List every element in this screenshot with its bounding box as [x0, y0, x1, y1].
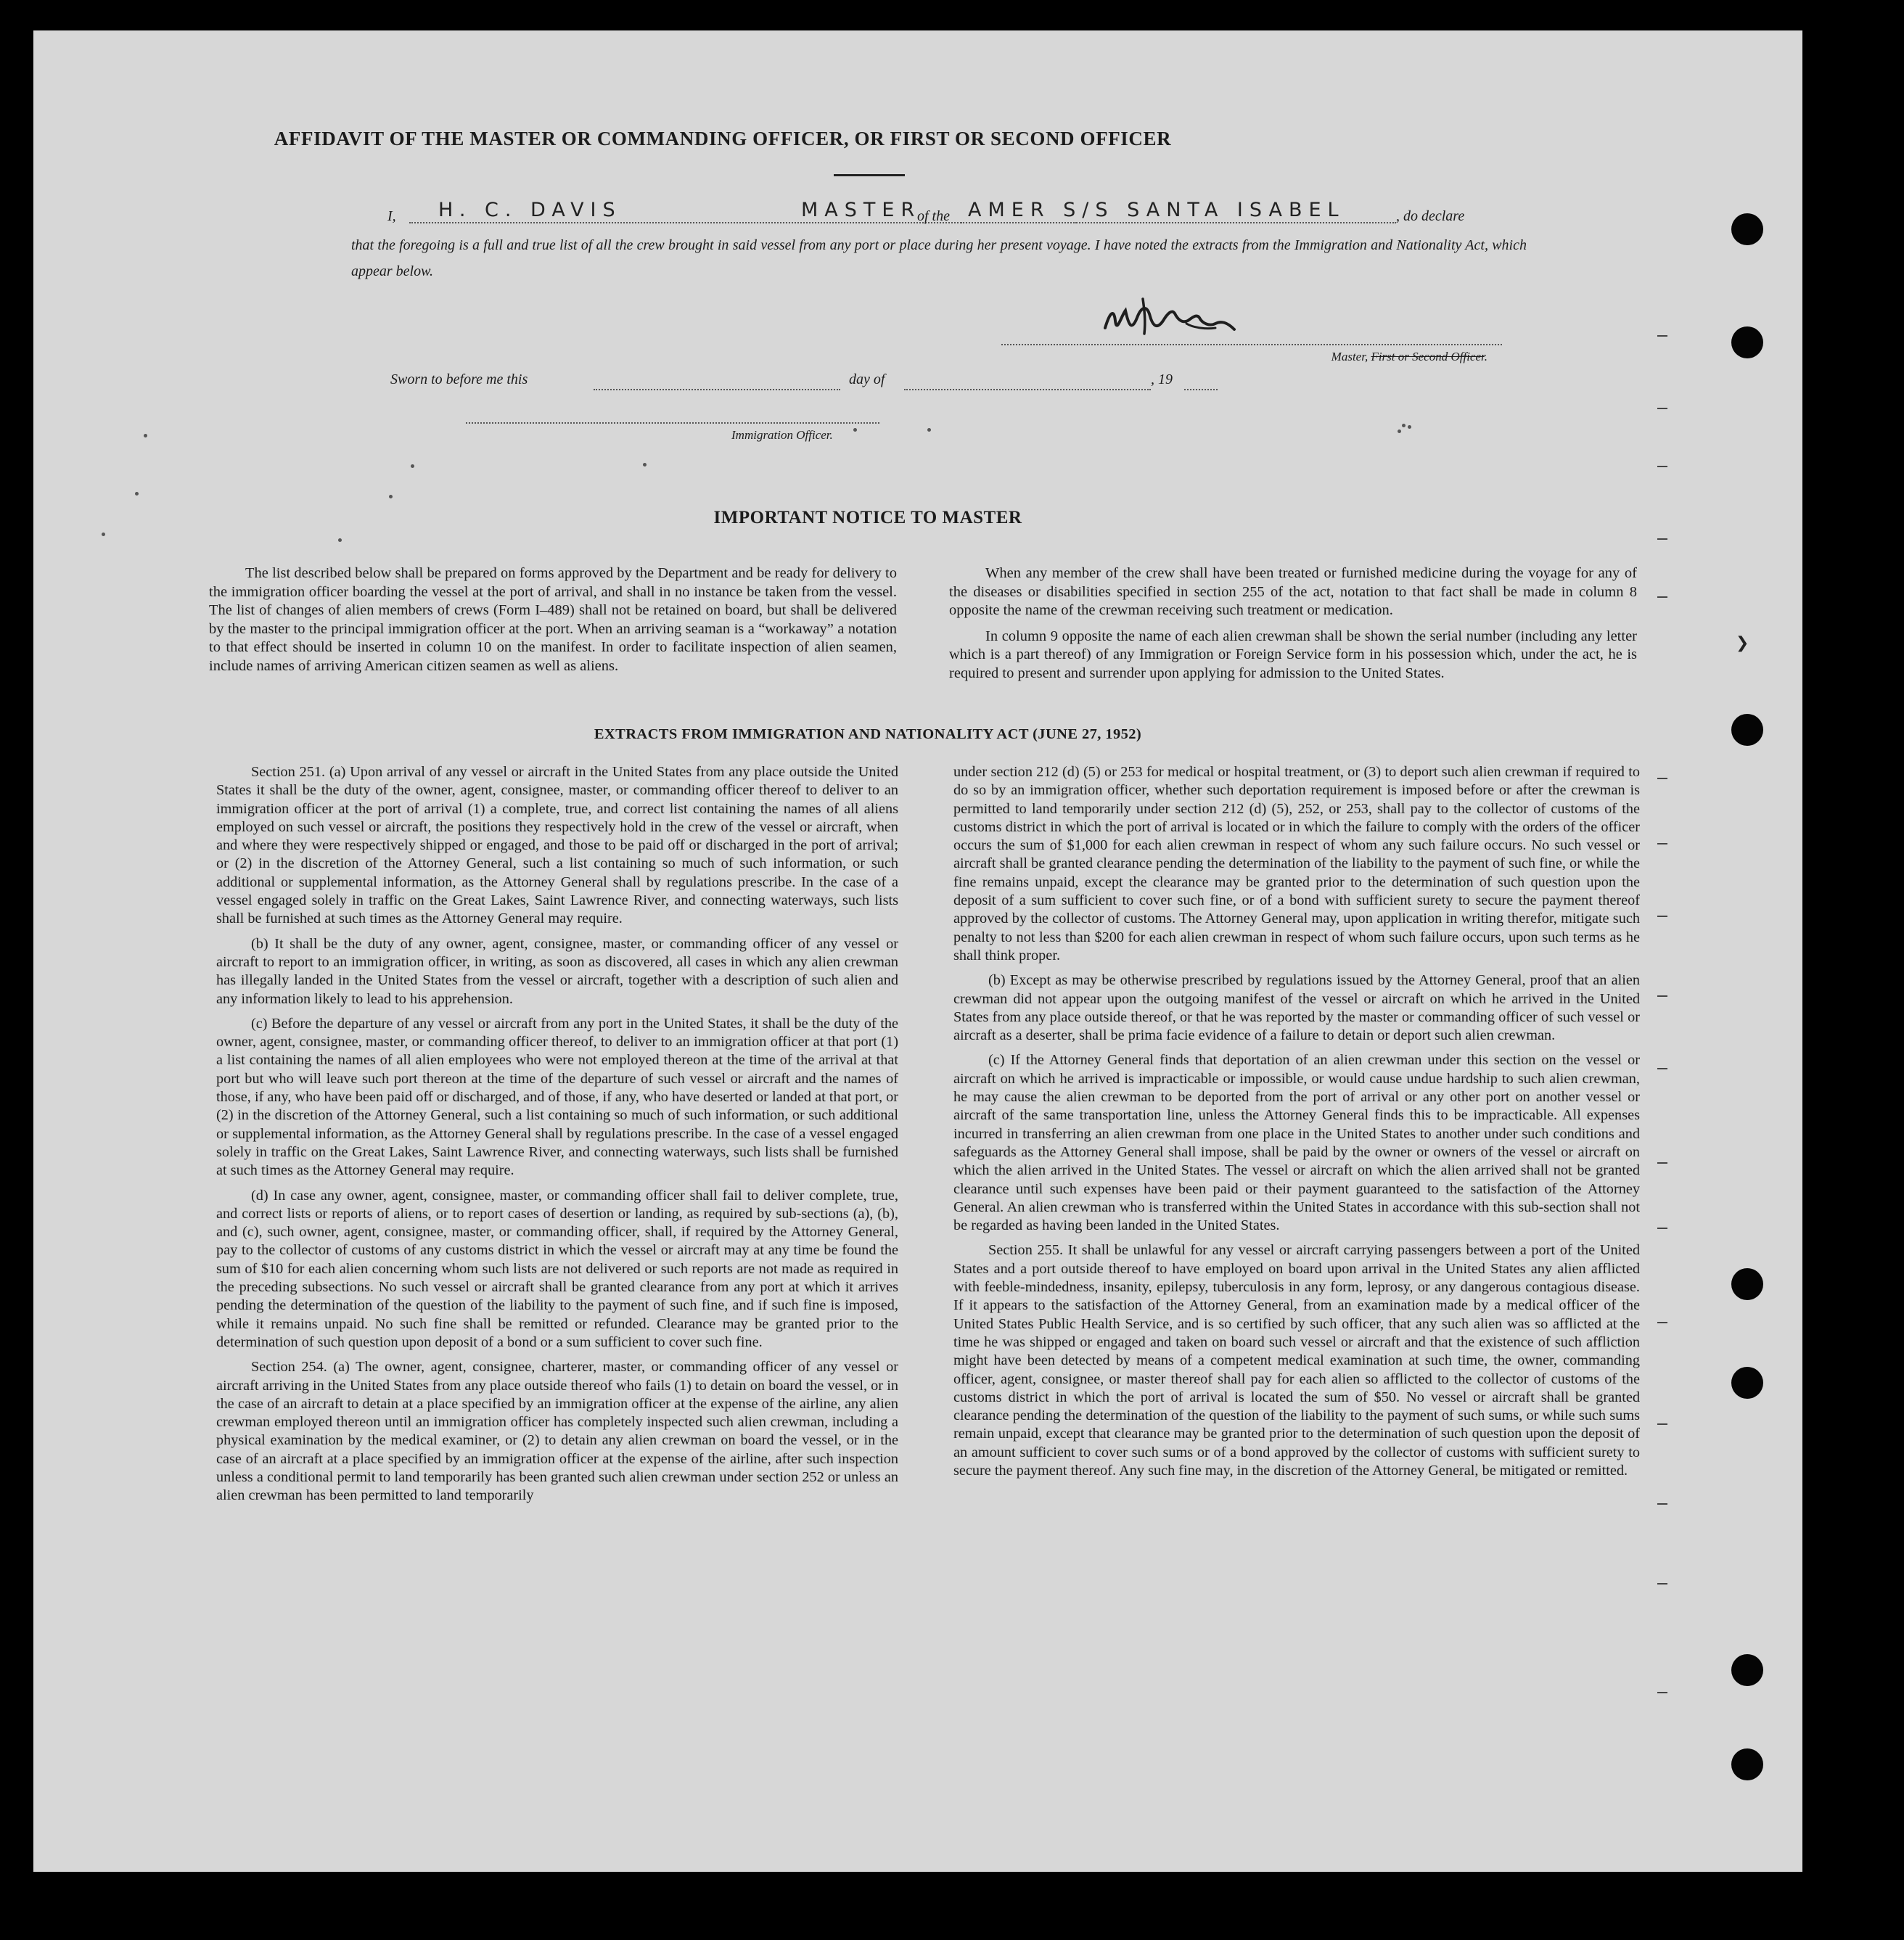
notice-right-column	[949, 564, 1637, 690]
scan-speck	[1402, 424, 1406, 427]
rank-handwritten: MASTER	[801, 199, 922, 221]
signature-caption	[1331, 350, 1488, 364]
scan-speck	[1398, 429, 1401, 433]
punch-hole	[1731, 1367, 1763, 1399]
section-254a-continued: under section 212 (d) (5) or 253 for medical or hospital treatment, or (3) to deport such alien crewman if required to do so by an immigration officer, whether such deportation requirement is imposed before or after the crewman is permitted to land temporarily under section 212 (d) (5), 252, or 253, shall pay to the collector of customs of the customs district in which the port of arrival is located or in which the failure to comply with the orders of the officer occurs the sum of $1,000 for each alien crewman in respect of whom any such failure occurs. No such vessel or aircraft shall be granted clearance pending the determination of the liability to the payment of such fine, or while the fine remains unpaid, except the clearance may be granted prior to the determination of such question upon the deposit of a sum sufficient to cover such fine, or of a bond with sufficient surety to secure the payment thereof approved by the collector of customs. The Attorney General may, upon application in writing therefor, mitigate such penalty to not less than $200 for each alien crewman in respect of whom such failure occurs, upon such terms as he shall think proper.	[953, 764, 1640, 963]
margin-tick	[1657, 1692, 1667, 1693]
declaration-line	[351, 199, 1527, 232]
margin-tick	[1657, 1068, 1667, 1069]
margin-tick	[1657, 1423, 1667, 1425]
declaration-text: that the foregoing is a full and true list of all the crew brought in said vessel from any port or place during her present voyage. I have noted the extracts from the Immigration and Nationality Act, which appear below.	[351, 237, 1527, 279]
sworn-year-line	[1184, 389, 1218, 390]
punch-hole	[1731, 213, 1763, 245]
scan-speck	[102, 533, 105, 536]
affidavit-title: AFFIDAVIT OF THE MASTER OR COMMANDING OFFICER, OR FIRST OR SECOND OFFICER	[274, 128, 1172, 149]
vessel-name-handwritten: AMER S/S SANTA ISABEL	[968, 199, 1345, 221]
margin-tick	[1657, 778, 1667, 779]
signature-caption-struck: First or Second Officer	[1371, 350, 1485, 363]
margin-tick	[1657, 1322, 1667, 1323]
extracts-title: EXTRACTS FROM IMMIGRATION AND NATIONALITY ACT (JUNE 27, 1952)	[594, 726, 1142, 742]
section-251b: (b) It shall be the duty of any owner, agent, consignee, master, or commanding officer of any vessel or aircraft to report to an immigration officer, in writing, as soon as discovered, all cases in which any alien crewman has illegally landed in the United States from the vessel or aircraft, together with a description of such alien and any information likely to lead to his apprehension.	[216, 935, 898, 1007]
immigration-officer-line	[466, 422, 879, 424]
notice-right-paragraph: When any member of the crew shall have been treated or furnished medicine during the voyage for any of the diseases or disabilities specified in section 255 of the act, notation to that fact shall be made in column 8 opposite the name of the crewman receiving such treatment or medication.	[949, 565, 1637, 618]
margin-tick	[1657, 596, 1667, 598]
margin-tick	[1657, 916, 1667, 917]
margin-tick	[1657, 1583, 1667, 1585]
sworn-day-line	[594, 389, 840, 390]
margin-tick	[1657, 408, 1667, 409]
notice-left-paragraph: The list described below shall be prepared on forms approved by the Department and be ready for delivery to the immigration officer boarding the vessel at the port of arrival, and shall in no instance be taken from the vessel. The list of changes of alien members of crews (Form I–489) shall not be retained on board, but shall be delivered by the master to the principal immigration officer at the port. When an arriving seaman is a “workaway” a notation to that effect should be inserted in column 10 on the manifest. In order to facilitate inspection of alien seamen, include names of arriving American citizen seamen as well as aliens.	[209, 565, 897, 674]
master-signature-block	[1001, 292, 1509, 371]
document-page	[33, 30, 1802, 1872]
section-251d: (d) In case any owner, agent, consignee, master, or commanding officer shall fail to deliver complete, true, and correct lists or reports of aliens, or to report cases of desertion or landing, as required by sub-sections (a), (b), and (c), such owner, agent, consignee, master, or commanding officer, shall, if required by the Attorney General, pay to the collector of customs of any customs district in which the vessel or aircraft may at any time be found the sum of $10 for each alien concerning whom such lists are not delivered or such reports are not made as required in the preceding subsections. No such vessel or aircraft shall be granted clearance from any port at which it arrives pending the determination of the question of the liability to the payment of such fine, and if such fine is imposed, while it remains unpaid. No such fine shall be remitted or refunded. Clearance may be granted prior to the determination of such question upon deposit of a bond or a sum sufficient to cover such fine.	[216, 1187, 898, 1350]
punch-hole	[1731, 1654, 1763, 1686]
punch-hole	[1731, 326, 1763, 358]
signature-caption-period: .	[1484, 350, 1488, 363]
margin-tick	[1657, 538, 1667, 540]
scan-speck	[411, 464, 414, 468]
section-251a: Section 251. (a) Upon arrival of any vessel or aircraft in the United States from any place outside the United States it shall be the duty of the owner, agent, consignee, master, or commanding officer thereof to deliver to an immigration officer at the port of arrival (1) a complete, true, and correct list containing the names of all aliens employed on such vessel or aircraft, the positions they respectively hold in the crew of the vessel or aircraft, when and where they were respectively shipped or engaged, and those to be paid off or discharged in the port of arrival; or (2) in the discretion of the Attorney General, such a list containing so much of such information, or such additional or supplemental information, as the Attorney General shall by regulations prescribe. In the case of a vessel engaged solely in traffic on the Great Lakes, Saint Lawrence River, and connecting waterways, such lists shall be furnished at such times as the Attorney General may require.	[216, 764, 898, 927]
sworn-day-of: day of	[849, 371, 885, 387]
punch-hole	[1731, 1748, 1763, 1780]
declaration-i: I,	[387, 208, 396, 224]
sworn-year-prefix: , 19	[1151, 371, 1173, 387]
section-254a: Section 254. (a) The owner, agent, consignee, charterer, master, or commanding officer of any vessel or aircraft arriving in the United States from any place outside thereof who fails (1) to detain on board the vessel, or in the case of an aircraft to detain at a place specified by an immigration officer at the expense of the airline, any alien crewman employed thereon until an immigration officer has completely inspected such alien crewman, including a physical examination by the medical examiner, or (2) to detain any alien crewman on board the vessel, or in the case of an aircraft at a place specified by an immigration officer at the expense of the airline, after such inspection unless a conditional permit to land temporarily has been granted such alien crewman under section 252 or unless an alien crewman has been permitted to land temporarily	[216, 1359, 898, 1504]
margin-tick	[1657, 1503, 1667, 1505]
punch-hole	[1731, 1268, 1763, 1300]
notice-left-column	[209, 564, 897, 683]
punch-hole	[1731, 714, 1763, 746]
scan-speck	[853, 428, 857, 432]
scan-speck	[927, 428, 931, 432]
master-signature	[1099, 292, 1241, 341]
scan-speck	[389, 495, 393, 498]
section-254b: (b) Except as may be otherwise prescribed by regulations issued by the Attorney General, proof that an alien crewman did not appear upon the outgoing manifest of the vessel or aircraft on which he arrived in the United States from any place outside thereof, or that he was reported by the master or commanding officer of such vessel or aircraft as a deserter, shall be prima facie evidence of a failure to detain or deport such alien crewman.	[953, 972, 1640, 1044]
margin-tick	[1657, 843, 1667, 844]
section-255: Section 255. It shall be unlawful for any vessel or aircraft carrying passengers between a port of the United States and a port outside thereof to have employed on board upon arrival in the United States any alien afflicted with feeble-mindedness, insanity, epilepsy, tuberculosis in any form, leprosy, or any dangerous contagious disease. If it appears to the satisfaction of the Attorney General, from an examination made by a medical officer of the United States Public Health Service, and is so certified by such officer, that any such alien was so afflicted at the time he was shipped or engaged and taken on board such vessel or aircraft and that the existence of such affliction might have been detected by means of a competent medical examination at such time, the owner, commanding officer, agent, consignee, or master thereof shall pay for each alien so afflicted to the collector of customs of the customs district in which the port of arrival is located the sum of $50. No vessel or aircraft shall be granted clearance pending the determination of the question of the liability to the payment of such sums, or while such sums remain unpaid, except that clearance may be granted prior to the determination of such question upon the deposit of an amount sufficient to cover such sums or of a bond approved by the collector of customs with sufficient surety to secure the payment thereof. Any such fine may, in the discretion of the Attorney General, be mitigated or remitted.	[953, 1242, 1640, 1479]
notice-right-paragraph: In column 9 opposite the name of each alien crewman shall be shown the serial number (including any letter which is a part thereof) of any Immigration or Foreign Service form in his possession which, under the act, he is required to present and surrender upon applying for admission to the United States.	[949, 628, 1637, 681]
signature-line	[1001, 344, 1502, 345]
sworn-line	[390, 371, 1276, 400]
extracts-right-column	[953, 763, 1640, 1487]
margin-tick	[1657, 335, 1667, 337]
sworn-prefix: Sworn to before me this	[390, 371, 528, 387]
sworn-month-line	[904, 389, 1151, 390]
declaration-of-the: of the	[917, 208, 950, 224]
scan-speck	[135, 492, 139, 496]
section-251c: (c) Before the departure of any vessel or aircraft from any port in the United States, it shall be the duty of the owner, agent, consignee, master, or commanding officer thereof, to deliver to an immigration officer at that port (1) a list containing the names of all alien employees who were not employed thereon at the time of the arrival at that port but who will leave such port thereon at the time of the departure of such vessel or aircraft and the names of those, if any, who have been paid off or discharged, and of those, if any, who have deserted or landed at that port, or (2) in the discretion of the Attorney General, such a list containing so much of such information, or such additional or supplemental information, as the Attorney General shall by regulations prescribe. In the case of a vessel engaged solely in traffic on the Great Lakes, Saint Lawrence River, and connecting waterways, such lists shall be furnished at such times as the Attorney General may require.	[216, 1015, 898, 1179]
immigration-officer-caption: Immigration Officer.	[731, 428, 833, 442]
notice-title: IMPORTANT NOTICE TO MASTER	[713, 508, 1022, 527]
declaration-block	[351, 199, 1527, 284]
margin-tick	[1657, 1228, 1667, 1229]
master-name-handwritten: H. C. DAVIS	[438, 199, 622, 221]
scan-speck	[1408, 425, 1411, 429]
title-divider	[834, 174, 905, 176]
signature-caption-master: Master,	[1331, 350, 1368, 363]
margin-tick	[1657, 1162, 1667, 1164]
margin-mark: ❯	[1736, 634, 1749, 652]
declaration-do-declare: , do declare	[1396, 208, 1465, 224]
scan-speck	[643, 463, 647, 466]
margin-tick	[1657, 466, 1667, 467]
scan-speck	[338, 538, 342, 542]
margin-tick	[1657, 995, 1667, 997]
scan-speck	[144, 434, 147, 437]
extracts-left-column	[216, 763, 898, 1512]
section-254c: (c) If the Attorney General finds that deportation of an alien crewman under this section on the vessel or aircraft on which he arrived is impracticable or impossible, or would cause undue hardship to such alien crewman, he may cause the alien crewman to be deported from the port of arrival or any other port on another vessel or aircraft of the same transportation line, unless the Attorney General finds this to be impracticable. All expenses incurred in transferring an alien crewman from one place in the United States to another under such conditions and safeguards as the Attorney General shall impose, shall be paid by the owner or owners of the vessel or aircraft on which the alien arrived in the United States. The vessel or aircraft on which the alien arrived shall not be granted clearance until such expenses have been paid or their payment guaranteed to the satisfaction of the Attorney General. An alien crewman who is transferred within the United States in accordance with this sub-section shall not be regarded as having been landed in the United States.	[953, 1052, 1640, 1234]
